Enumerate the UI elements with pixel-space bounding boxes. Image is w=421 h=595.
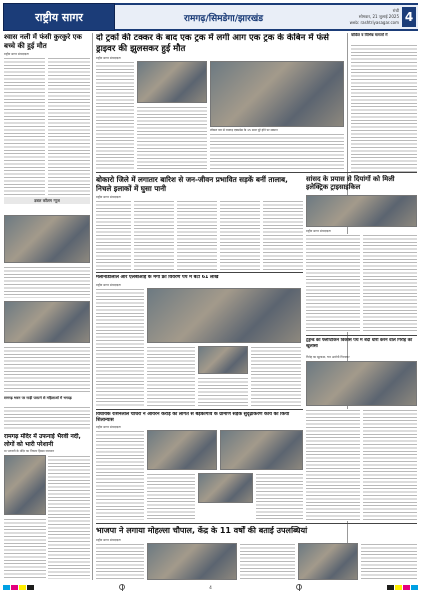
story-headline: मेलानाडीलाल और एलबीआई के मेगा फ्रा विवरण पैप में बंटा 61 लाख: [96, 275, 219, 280]
date-label: सोमवार, 21 जुलाई 2025: [358, 14, 399, 19]
story-headline: विधायक रोशनलाल चौधरी ने आयरन करोड़ की लागत से बड़कागांव के ग्रामीण सड़क सुदृढ़ीकरण कार्य का किया शिलान्यास: [96, 412, 290, 423]
story-subhead: मा भगवती के मंदिर का निचला हिस्सा जलमग्न: [4, 449, 55, 453]
body-text: [363, 409, 417, 521]
news-photo: [137, 61, 207, 103]
news-photo: [147, 430, 217, 470]
section-rule: [96, 272, 303, 273]
story-headline: रामगढ़ मंदिर में उफनाई भैरवी नदी, लोगों को भारी परेशानी: [4, 433, 81, 448]
section-rule: [306, 335, 417, 336]
story-byline: राष्ट्रीय सागर संवाददाता: [96, 425, 121, 429]
body-text: [134, 200, 174, 270]
date-block: [332, 3, 418, 31]
story-headline: ट्रेड्रेन्ड का फ्लेप्टिकिन विकास पथे में बेदी धोरी करने वाले गिरोह का खुलासा: [306, 338, 413, 349]
page-footer: [3, 582, 418, 592]
news-photo: [147, 288, 301, 343]
city-label: रांची: [392, 8, 399, 13]
body-text: [96, 288, 144, 406]
story-byline: राष्ट्रीय सागर संवाददाता: [306, 229, 331, 233]
body-text: [4, 346, 90, 394]
body-text: [363, 234, 417, 332]
color-calibration-bar: [3, 585, 34, 590]
news-photo: [298, 543, 358, 580]
news-photo: [198, 473, 253, 503]
news-photo: [147, 543, 237, 580]
body-text: [96, 61, 134, 169]
body-text: [48, 455, 90, 579]
body-text: [306, 409, 360, 521]
body-text: [96, 543, 144, 580]
news-photo: [4, 301, 90, 343]
story-headline: सांसद के प्रयास से दियांगों को मिली इलेक्ट्रिक ट्राइसाइकिल: [306, 175, 395, 192]
website-label: web: rashtriyasagar.com: [349, 20, 399, 25]
body-text: [96, 200, 131, 270]
section-rule: [96, 172, 417, 173]
registration-mark-icon: [296, 584, 302, 590]
story-headline: रामगढ़ भवन पर गाड़ी पलटने से महिलाओं में भगदड़: [4, 396, 72, 400]
color-calibration-bar: [387, 585, 418, 590]
body-text: [198, 377, 248, 406]
story-byline: राष्ट्रीय सागर संवाददाता: [96, 195, 121, 199]
story-headline: श्वास नली में फंसी कुरकुरे एक बच्चे की हुई मौत: [4, 33, 82, 50]
body-text: [177, 200, 217, 270]
body-text: [306, 234, 360, 332]
page-header: [3, 3, 418, 31]
body-text: [96, 430, 144, 520]
body-text: [147, 346, 195, 406]
body-text: [137, 106, 207, 169]
photo-caption: लोकल बार से रामगढ़ एक्सप्रेस के 15 साल पूरे होने पर सम्मान: [210, 128, 278, 132]
story-byline: राष्ट्रीय सागर संवाददाता: [4, 52, 29, 56]
body-text: [251, 346, 301, 406]
news-photo: [306, 361, 417, 406]
news-photo: [4, 215, 90, 263]
news-photo: [198, 346, 248, 374]
body-text: [263, 200, 303, 270]
section-strip: डबल कॉलम न्यूज: [4, 197, 90, 204]
body-text: [220, 200, 260, 270]
story-headline: बोकारो जिले में लगातार बारिश से जन-जीवन प्रभावित सड़कें बनीं तालाब, निचले इलाकों में घुसा पानी: [96, 175, 288, 193]
story-byline: राष्ट्रीय सागर संवाददाता: [96, 56, 121, 60]
body-text: [256, 473, 303, 520]
lead-headline: दो ट्रकों की टक्कर के बाद एक ट्रक में लगी आग एक ट्रक के केबिन में फंसे ड्राइवर की झुलसकर हुई मौत: [96, 33, 329, 54]
edition-label: रामगढ़/सिमडेगा/झारखंड: [115, 3, 332, 31]
body-text: [48, 57, 90, 195]
column-rule: [92, 33, 93, 580]
body-text: [4, 266, 90, 298]
registration-mark-icon: [119, 584, 125, 590]
body-text: [210, 133, 344, 169]
paper-masthead: राष्ट्रीय सागर: [3, 3, 115, 31]
news-photo: [210, 61, 344, 127]
body-text: [351, 44, 417, 172]
story-byline: राष्ट्रीय सागर संवाददाता: [96, 283, 121, 287]
section-rule: [96, 523, 417, 524]
news-photo: [4, 455, 46, 515]
body-text: [4, 518, 46, 579]
story-headline: भाजपा ने लगाया मोहल्ला चौपाल, केंद्र के 11 वर्षों की बताई उपलब्धियां: [96, 526, 308, 535]
page-number: 4: [402, 7, 416, 27]
news-photo: [306, 195, 417, 227]
body-text: [147, 473, 195, 520]
news-photo: [220, 430, 303, 470]
body-text: [361, 543, 417, 580]
footer-page-marker: 4: [209, 584, 212, 590]
story-headline: वांछित व विभिन्न मामलों में: [351, 33, 388, 37]
story-subhead: गिरोह का खुलासा, चार आरोपी गिरफ्तार: [306, 355, 350, 359]
body-text: [4, 57, 45, 195]
story-byline: राष्ट्रीय सागर संवाददाता: [96, 538, 121, 542]
body-text: [4, 406, 90, 430]
section-rule: [96, 409, 303, 410]
body-text: [240, 543, 295, 580]
